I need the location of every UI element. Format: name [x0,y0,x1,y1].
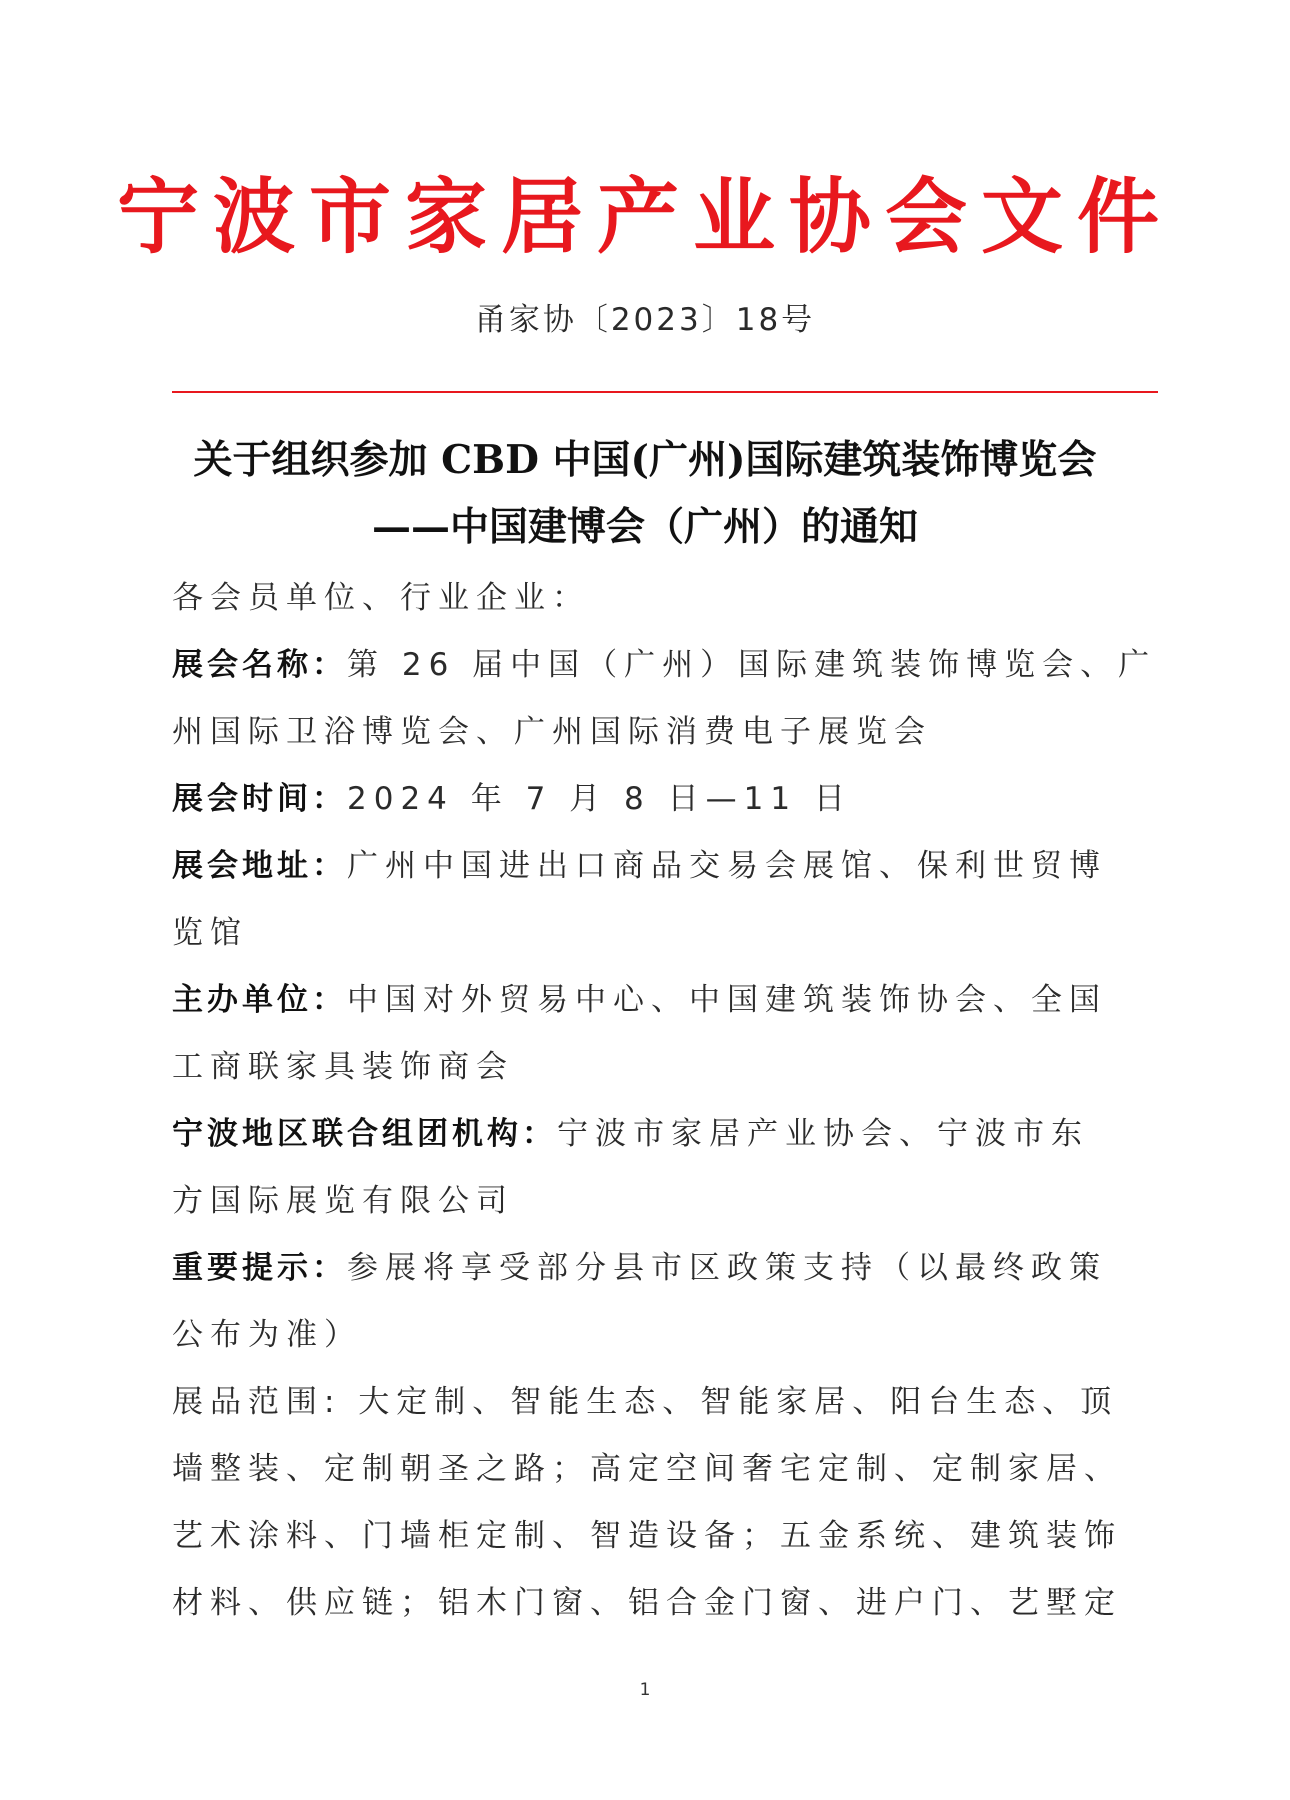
document-number: 甬家协〔2023〕18号 [474,302,816,338]
notice-title-line-1: 关于组织参加 CBD 中国(广州)国际建筑装饰博览会 [193,437,1097,483]
salutation: 各会员单位、行业企业： [172,580,590,616]
field-value: 中国对外贸易中心、中国建筑装饰协会、全国 [347,982,1107,1018]
scope-line-1: 展品范围: 大定制、智能生态、智能家居、阳台生态、顶 [172,1384,1119,1420]
field-label: 主办单位： [172,982,347,1018]
red-divider-rule [172,391,1158,393]
field-exhibition-name [172,642,1157,688]
field-organizer [172,977,1128,1023]
notice-title-line-2: ——中国建博会（广州）的通知 [371,504,918,550]
field-value: 广州中国进出口商品交易会展馆、保利世贸博 [347,848,1107,884]
scope-line-2: 墙整装、定制朝圣之路；高定空间奢宅定制、定制家居、 [172,1451,1122,1487]
field-value: 2024 年 7 月 8 日—11 日 [347,781,852,817]
field-exhibition-name-cont: 州国际卫浴博览会、广州国际消费电子展览会 [172,714,932,750]
field-organizer-cont: 工商联家具装饰商会 [172,1049,514,1085]
scope-line-3: 艺术涂料、门墙柜定制、智造设备；五金系统、建筑装饰 [172,1518,1122,1554]
page-number: 1 [639,1680,651,1700]
field-label: 宁波地区联合组团机构： [172,1116,557,1152]
field-important-notice-cont: 公布为准） [172,1317,362,1353]
field-exhibition-time [172,776,1128,822]
field-label: 重要提示： [172,1250,347,1286]
org-document-header: 宁波市家居产业协会文件 [116,170,1173,265]
field-important-notice [172,1245,1128,1291]
field-label: 展会地址： [172,848,347,884]
scope-line-4: 材料、供应链；铝木门窗、铝合金门窗、进户门、艺墅定 [172,1585,1122,1621]
field-value: 参展将享受部分县市区政策支持（以最终政策 [347,1250,1107,1286]
field-value: 宁波市家居产业协会、宁波市东 [557,1116,1089,1152]
field-label: 展会名称： [172,647,347,683]
field-value: 第 26 届中国（广州）国际建筑装饰博览会、广 [347,647,1157,683]
field-label: 展会时间： [172,781,347,817]
field-ningbo-group [172,1111,1128,1157]
field-ningbo-group-cont: 方国际展览有限公司 [172,1183,514,1219]
field-exhibition-address [172,843,1128,889]
field-exhibition-address-cont: 览馆 [172,915,248,951]
